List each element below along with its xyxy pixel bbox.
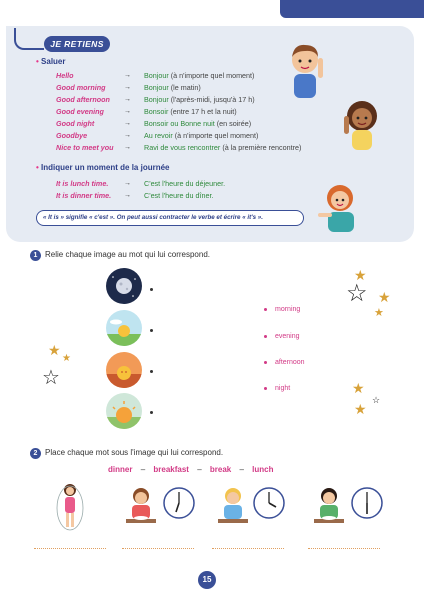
word-breakfast[interactable]: breakfast <box>153 465 189 474</box>
sunrise-icon <box>106 393 142 429</box>
arrow-icon: → <box>124 144 131 151</box>
morning-sun-icon <box>106 310 142 346</box>
star-icon: ★ <box>354 401 367 417</box>
star-icon: ★ <box>354 267 367 283</box>
star-icon: ★ <box>374 307 384 319</box>
arrow-icon: → <box>124 84 131 91</box>
word-lunch[interactable]: lunch <box>252 465 274 474</box>
sunset-icon <box>106 352 142 388</box>
je-retiens-badge: JE RETIENS <box>44 36 110 52</box>
star-icon: ★ <box>48 342 61 358</box>
star-outline-icon: ☆ <box>42 367 60 389</box>
clock-icon <box>162 486 196 520</box>
star-outline-icon: ☆ <box>346 280 368 307</box>
match-word-night[interactable]: night <box>264 385 290 392</box>
word-dinner[interactable]: dinner <box>108 465 133 474</box>
match-word-afternoon[interactable]: afternoon <box>264 359 305 366</box>
boy-eating-icon <box>124 486 158 530</box>
girl-jumping-rope-icon <box>56 482 84 532</box>
english-phrase: Good morning <box>56 83 106 92</box>
link-dot-3[interactable] <box>150 370 153 373</box>
night-sky-icon <box>106 268 142 304</box>
answer-line-1[interactable] <box>34 548 106 549</box>
english-phrase: Good evening <box>56 107 104 116</box>
clock-icon <box>350 486 384 520</box>
boy-waving-icon <box>282 40 328 102</box>
star-icon: ★ <box>378 289 391 305</box>
answer-line-4[interactable] <box>308 548 380 549</box>
teacher-pointing-icon <box>318 182 364 232</box>
arrow-icon: → <box>124 96 131 103</box>
arrow-icon: → <box>124 120 131 127</box>
french-translation: Ravi de vous rencontrer (à la première rencontre) <box>144 143 302 152</box>
english-phrase: Goodbye <box>56 131 88 140</box>
star-icon: ★ <box>352 380 365 396</box>
french-translation: Bonjour (à n'importe quel moment) <box>144 71 255 80</box>
clock-icon <box>252 486 286 520</box>
word-break[interactable]: break <box>209 465 232 474</box>
english-phrase: Good afternoon <box>56 95 110 104</box>
match-word-morning[interactable]: morning <box>264 306 300 313</box>
french-translation: Bonsoir ou Bonne nuit (en soirée) <box>144 119 252 128</box>
grammar-note: « It is » signifie « c'est ». On peut aussi contracter le verbe et écrire « it's ». <box>36 210 304 226</box>
star-icon: ★ <box>62 353 71 364</box>
english-phrase: Hello <box>56 71 74 80</box>
french-translation: Au revoir (à n'importe quel moment) <box>144 131 259 140</box>
english-phrase: Good night <box>56 119 95 128</box>
section-saluer-title: • Saluer <box>36 57 66 66</box>
link-dot-4[interactable] <box>150 411 153 414</box>
badge-hook <box>14 28 44 50</box>
answer-line-3[interactable] <box>212 548 284 549</box>
french-translation: Bonsoir (entre 17 h et la nuit) <box>144 107 237 116</box>
page-number: 15 <box>198 571 216 589</box>
girl-waving-icon <box>342 96 382 152</box>
exercise-2-instruction: 2 Place chaque mot sous l'image qui lui correspond. <box>30 448 223 459</box>
girl-snacking-icon <box>216 486 250 530</box>
arrow-icon: → <box>124 132 131 139</box>
girl-dining-icon <box>312 486 346 530</box>
star-outline-icon: ☆ <box>372 395 381 405</box>
match-word-evening[interactable]: evening <box>264 333 300 340</box>
link-dot-1[interactable] <box>150 288 153 291</box>
arrow-icon: → <box>124 108 131 115</box>
exercise-1-instruction: 1 Relie chaque image au mot qui lui correspond. <box>30 250 210 261</box>
arrow-icon: → <box>124 72 131 79</box>
link-dot-2[interactable] <box>150 329 153 332</box>
french-translation: Bonjour (le matin) <box>144 83 201 92</box>
word-bank: dinner – breakfast – break – lunch <box>108 465 274 474</box>
english-phrase: Nice to meet you <box>56 143 114 152</box>
section-moment-title: • Indiquer un moment de la journée <box>36 163 170 172</box>
answer-line-2[interactable] <box>122 548 194 549</box>
page-corner-band <box>280 0 424 18</box>
french-translation: Bonjour (l'après-midi, jusqu'à 17 h) <box>144 95 255 104</box>
